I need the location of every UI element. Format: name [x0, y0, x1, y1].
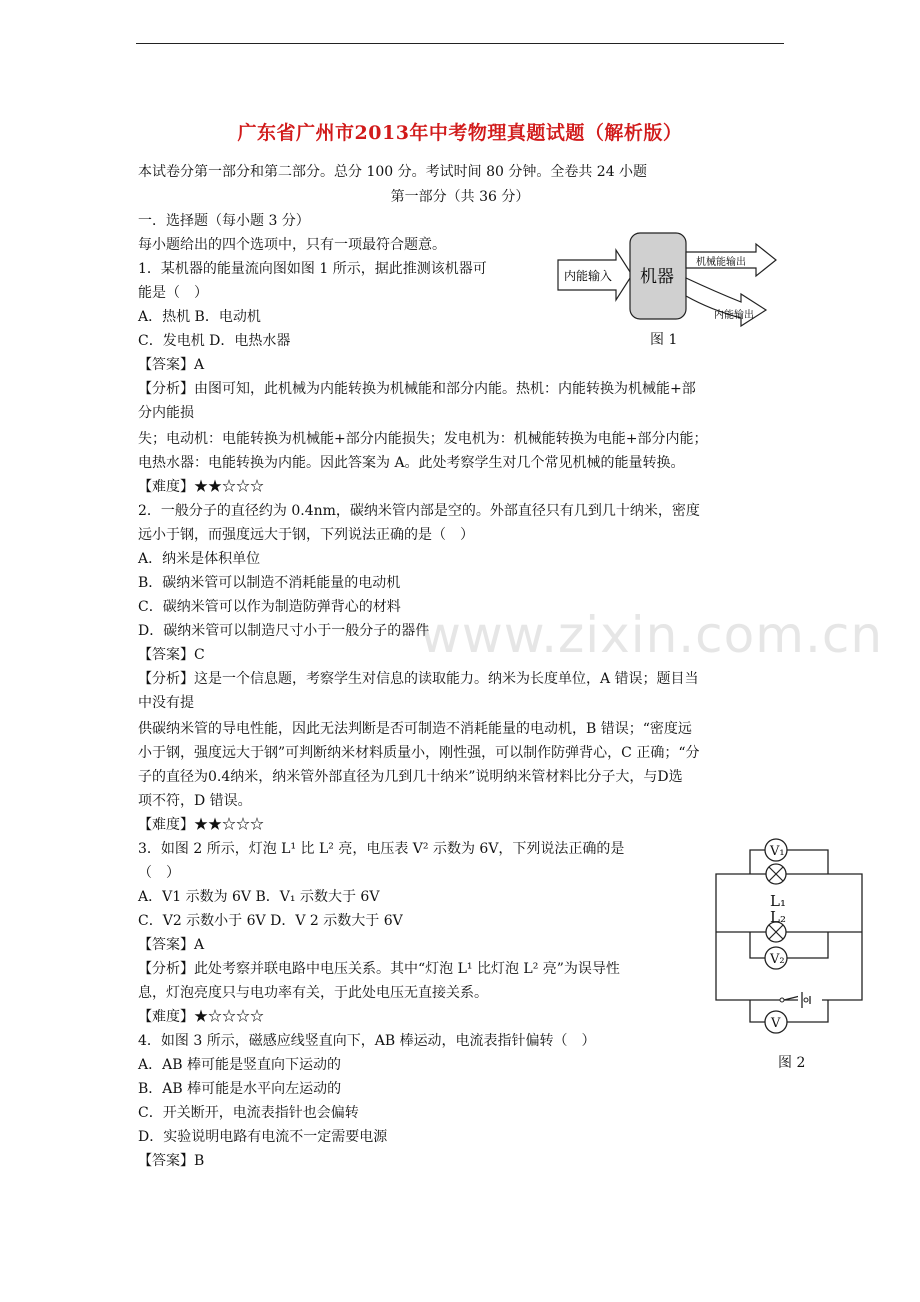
q2-option-a: A．纳米是体积单位 [138, 551, 261, 567]
q3-analysis: 【分析】此处考察并联电路中电压关系。其中“灯泡 L¹ 比灯泡 L² 亮”为误导性 [138, 961, 620, 977]
q4-stem: 4．如图 3 所示，磁感应线竖直向下，AB 棒运动，电流表指针偏转（ ） [138, 1033, 596, 1049]
l2-label: L₂ [770, 908, 786, 926]
outer-loop [716, 874, 862, 1000]
q3-options-cd: C．V2 示数小于 6V D．V 2 示数大于 6V [138, 913, 403, 929]
q2-analysis-5: 子的直径为0.4纳米，纳米管外部直径为几到几十纳米”说明纳米管材料比分子大，与D选 [138, 769, 683, 785]
machine-label: 机器 [640, 267, 674, 287]
q1-analysis-2: 分内能损 [138, 405, 194, 421]
q3-difficulty: 【难度】★☆☆☆☆ [138, 1009, 264, 1025]
q3-stem-cont: （ ） [138, 865, 180, 881]
q2-analysis-3: 供碳纳米管的导电性能，因此无法判断是否可制造不消耗能量的电动机，B 错误；“密度远 [138, 721, 692, 737]
q2-difficulty: 【难度】★★☆☆☆ [138, 817, 264, 833]
v1-label: V₁ [770, 844, 785, 859]
instruction-text: 每小题给出的四个选项中，只有一项最符合题意。 [138, 237, 446, 253]
header-rule [136, 43, 784, 44]
q2-analysis: 【分析】这是一个信息题，考察学生对信息的读取能力。纳米为长度单位，A 错误；题目当 [138, 671, 699, 687]
q1-analysis: 【分析】由图可知，此机械为内能转换为机械能和部分内能。热机：内能转换为机械能+部 [138, 381, 696, 397]
q1-answer: 【答案】A [138, 357, 205, 373]
v2-branch [750, 932, 828, 958]
q3-answer: 【答案】A [138, 937, 205, 953]
figure-1-caption: 图 1 [650, 332, 678, 348]
q2-analysis-4: 小于钢，强度远大于钢”可判断纳米材料质量小，刚性强，可以制作防弹背心，C 正确；“分 [138, 745, 700, 761]
v2-label: V₂ [770, 952, 785, 967]
q2-answer: 【答案】C [138, 647, 205, 663]
circuit-diagram [710, 832, 880, 1050]
q1-analysis-3: 失；电动机：电能转换为机械能+部分内能损失；发电机为：机械能转换为电能+部分内能； [138, 431, 708, 447]
q4-option-d: D．实验说明电路有电流不一定需要电源 [138, 1129, 388, 1145]
heat-output-label: 内能输出 [714, 310, 754, 321]
section-heading: 一．选择题（每小题 3 分） [138, 213, 310, 229]
figure-2-caption: 图 2 [778, 1055, 806, 1071]
q2-analysis-2: 中没有提 [138, 695, 194, 711]
q2-analysis-6: 项不符，D 错误。 [138, 793, 252, 809]
q1-options-cd: C．发电机 D．电热水器 [138, 333, 291, 349]
energy-flow-diagram [556, 230, 778, 330]
q2-stem: 2．一般分子的直径约为 0.4nm，碳纳米管内部是空的。外部直径只有几到几十纳米，密度 [138, 503, 700, 519]
q4-option-b: B．AB 棒可能是水平向左运动的 [138, 1081, 342, 1097]
q2-option-c: C．碳纳米管可以作为制造防弹背心的材料 [138, 599, 401, 615]
q3-stem: 3．如图 2 所示，灯泡 L¹ 比 L² 亮，电压表 V² 示数为 6V，下列说法正确的是 [138, 841, 625, 857]
q2-option-d: D．碳纳米管可以制造尺寸小于一般分子的器件 [138, 623, 430, 639]
q1-stem-cont: 能是（ ） [138, 285, 208, 301]
q4-option-c: C．开关断开，电流表指针也会偏转 [138, 1105, 359, 1121]
part-heading: 第一部分（共 36 分） [390, 189, 530, 205]
q3-options-ab: A．V1 示数为 6V B．V₁ 示数大于 6V [138, 889, 380, 905]
q2-stem-cont: 远小于钢，而强度远大于钢，下列说法正确的是（ ） [138, 527, 474, 543]
mech-output-label: 机械能输出 [696, 257, 746, 268]
v-label: V [771, 1016, 781, 1031]
l1-label: L₁ [770, 892, 786, 910]
q3-analysis-2: 息，灯泡亮度只与电功率有关，于此处电压无直接关系。 [138, 985, 488, 1001]
input-label: 内能输入 [564, 269, 613, 283]
q1-stem: 1．某机器的能量流向图如图 1 所示，据此推测该机器可 [138, 261, 487, 277]
q1-options-ab: A．热机 B．电动机 [138, 309, 261, 325]
q1-difficulty: 【难度】★★☆☆☆ [138, 479, 264, 495]
q4-answer: 【答案】B [138, 1153, 205, 1169]
q1-analysis-4: 电热水器：电能转换为内能。因此答案为 A。此处考察学生对几个常见机械的能量转换。 [138, 455, 685, 471]
q2-option-b: B．碳纳米管可以制造不消耗能量的电动机 [138, 575, 401, 591]
q4-option-a: A．AB 棒可能是竖直向下运动的 [138, 1057, 341, 1073]
v1-branch [750, 850, 828, 874]
page-title: 广东省广州市2013年中考物理真题试题（解析版） [237, 122, 683, 144]
watermark: www.zixin.com.cn [420, 606, 884, 664]
intro-text: 本试卷分第一部分和第二部分。总分 100 分。考试时间 80 分钟。全卷共 24 小题 [138, 164, 648, 180]
